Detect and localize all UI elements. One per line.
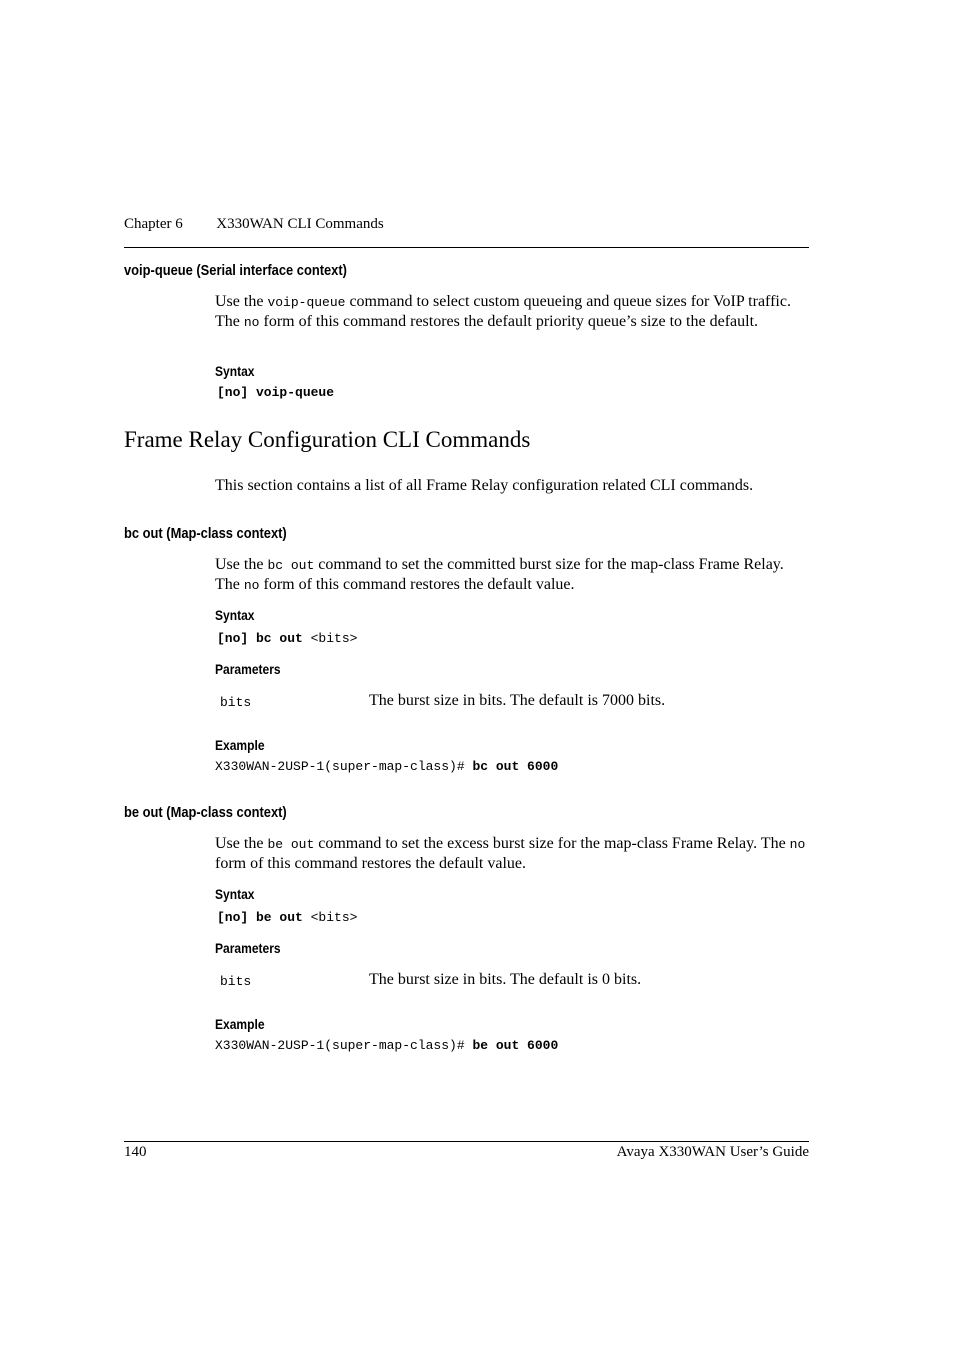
- example-label: Example: [215, 737, 265, 753]
- voip-queue-syntax: [no] voip-queue: [217, 385, 335, 400]
- chapter-title: X330WAN CLI Commands: [216, 216, 384, 232]
- section-heading-bc-out: bc out (Map-class context): [124, 525, 287, 542]
- section-heading-be-out: be out (Map-class context): [124, 804, 287, 821]
- bc-out-param-name: bits: [220, 695, 252, 710]
- guide-title: Avaya X330WAN User’s Guide: [616, 1144, 809, 1160]
- syntax-label: Syntax: [215, 607, 255, 623]
- be-out-syntax: [no] be out <bits>: [217, 910, 358, 925]
- running-header: [124, 216, 384, 233]
- section-heading-voip-queue: voip-queue (Serial interface context): [124, 262, 347, 279]
- be-out-description: Use the be out command to set the excess burst size for the map-class Frame Relay. The no form of this command restores the default value.: [215, 835, 806, 872]
- bc-out-description: Use the bc out command to set the committed burst size for the map-class Frame Relay. The no form of this command restores the default value.: [215, 556, 784, 593]
- be-out-example: X330WAN-2USP-1(super-map-class)# be out 6000: [215, 1038, 559, 1053]
- page-number: 140: [124, 1144, 147, 1160]
- chapter-label: Chapter 6: [124, 216, 183, 232]
- header-rule: [124, 247, 809, 248]
- parameters-label: Parameters: [215, 661, 281, 677]
- frame-relay-intro: This section contains a list of all Frame Relay configuration related CLI commands.: [215, 477, 754, 494]
- parameters-label: Parameters: [215, 940, 281, 956]
- be-out-param-name: bits: [220, 974, 252, 989]
- voip-queue-description: Use the voip-queue command to select custom queueing and queue sizes for VoIP traffic. The no form of this command restores the default priority queue’s size to the default.: [215, 293, 791, 330]
- be-out-param-desc: The burst size in bits. The default is 0 bits.: [369, 971, 642, 988]
- syntax-label: Syntax: [215, 886, 255, 902]
- bc-out-syntax: [no] bc out <bits>: [217, 631, 358, 646]
- footer-rule: [124, 1141, 809, 1142]
- bc-out-example: X330WAN-2USP-1(super-map-class)# bc out 6000: [215, 759, 559, 774]
- example-label: Example: [215, 1016, 265, 1032]
- section-title-frame-relay: Frame Relay Configuration CLI Commands: [124, 427, 531, 452]
- syntax-label: Syntax: [215, 363, 255, 379]
- bc-out-param-desc: The burst size in bits. The default is 7000 bits.: [369, 692, 666, 709]
